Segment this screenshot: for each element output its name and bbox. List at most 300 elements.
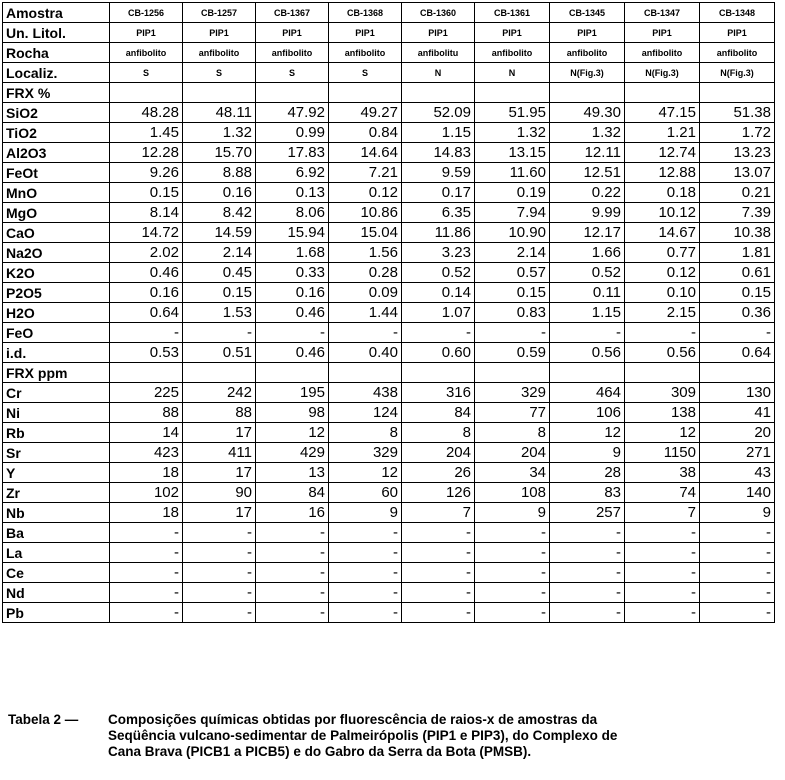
table-cell: - bbox=[110, 323, 183, 343]
table-cell: PIP1 bbox=[256, 23, 329, 43]
table-cell: N bbox=[402, 63, 475, 83]
table-cell: 43 bbox=[700, 463, 775, 483]
table-cell: 38 bbox=[625, 463, 700, 483]
table-cell: anfibolito bbox=[550, 43, 625, 63]
table-cell: 1.72 bbox=[700, 123, 775, 143]
row-label: Pb bbox=[3, 603, 110, 623]
table-cell: N bbox=[475, 63, 550, 83]
table-cell: 2.02 bbox=[110, 243, 183, 263]
table-cell: 0.12 bbox=[625, 263, 700, 283]
section-header-row bbox=[3, 363, 775, 383]
table-cell: 2.14 bbox=[183, 243, 256, 263]
table-cell: 1.56 bbox=[329, 243, 402, 263]
table-cell: 0.99 bbox=[256, 123, 329, 143]
table-cell: - bbox=[475, 523, 550, 543]
table-cell: 10.38 bbox=[700, 223, 775, 243]
table-cell: anfibolitu bbox=[402, 43, 475, 63]
table-cell: - bbox=[256, 563, 329, 583]
table-cell: - bbox=[700, 323, 775, 343]
table-cell: 0.15 bbox=[183, 283, 256, 303]
table-cell: 88 bbox=[183, 403, 256, 423]
table-cell: N(Fig.3) bbox=[625, 63, 700, 83]
table-cell: PIP1 bbox=[700, 23, 775, 43]
caption-line-3: Cana Brava (PICB1 a PICB5) e do Gabro da Serra da Bota (PMSB). bbox=[108, 744, 532, 759]
table-cell: 9 bbox=[475, 503, 550, 523]
table-cell bbox=[700, 363, 775, 383]
table-cell: PIP1 bbox=[402, 23, 475, 43]
table-cell: 14.72 bbox=[110, 223, 183, 243]
table-cell bbox=[625, 363, 700, 383]
table-cell bbox=[475, 363, 550, 383]
caption-label: Tabela 2 bbox=[8, 712, 62, 727]
table-cell: 18 bbox=[110, 503, 183, 523]
table-cell: - bbox=[625, 563, 700, 583]
row-label: Ba bbox=[3, 523, 110, 543]
table-cell bbox=[110, 363, 183, 383]
table-cell: 26 bbox=[402, 463, 475, 483]
caption-line-2: Seqüência vulcano-sedimentar de Palmeirópolis (PIP1 e PIP3), do Complexo de bbox=[108, 728, 618, 743]
table-cell: 0.60 bbox=[402, 343, 475, 363]
table-cell: CB-1368 bbox=[329, 3, 402, 23]
table-cell: 429 bbox=[256, 443, 329, 463]
table-cell: 1.32 bbox=[550, 123, 625, 143]
table-cell: 7 bbox=[402, 503, 475, 523]
table-cell: CB-1348 bbox=[700, 3, 775, 23]
table-cell: 10.90 bbox=[475, 223, 550, 243]
table-cell: 9 bbox=[700, 503, 775, 523]
table-cell: - bbox=[700, 563, 775, 583]
table-cell: 12 bbox=[329, 463, 402, 483]
table-cell: 1.32 bbox=[475, 123, 550, 143]
table-cell: 195 bbox=[256, 383, 329, 403]
row-label: MnO bbox=[3, 183, 110, 203]
table-cell: 126 bbox=[402, 483, 475, 503]
caption-line-1: Composições químicas obtidas por fluorescência de raios-x de amostras da bbox=[108, 712, 598, 727]
table-cell: 0.46 bbox=[110, 263, 183, 283]
table-cell: 28 bbox=[550, 463, 625, 483]
table-cell: 0.19 bbox=[475, 183, 550, 203]
table-cell: anfibolito bbox=[183, 43, 256, 63]
table-cell: 7.21 bbox=[329, 163, 402, 183]
table-cell: 1.07 bbox=[402, 303, 475, 323]
table-cell: S bbox=[110, 63, 183, 83]
table-cell: 41 bbox=[700, 403, 775, 423]
table-cell: 47.15 bbox=[625, 103, 700, 123]
table-cell: - bbox=[329, 583, 402, 603]
row-label: Nb bbox=[3, 503, 110, 523]
row-label: Cr bbox=[3, 383, 110, 403]
table-cell: S bbox=[183, 63, 256, 83]
table-cell: 411 bbox=[183, 443, 256, 463]
table-row bbox=[3, 303, 775, 323]
table-cell: 438 bbox=[329, 383, 402, 403]
table-cell: anfibolito bbox=[110, 43, 183, 63]
table-cell: 74 bbox=[625, 483, 700, 503]
table-cell: - bbox=[550, 523, 625, 543]
table-cell: - bbox=[110, 583, 183, 603]
row-label: CaO bbox=[3, 223, 110, 243]
header-row bbox=[3, 43, 775, 63]
row-label: Un. Litol. bbox=[3, 23, 110, 43]
row-label: SiO2 bbox=[3, 103, 110, 123]
row-label: H2O bbox=[3, 303, 110, 323]
row-label: FeOt bbox=[3, 163, 110, 183]
table-cell: 7.39 bbox=[700, 203, 775, 223]
table-cell: 77 bbox=[475, 403, 550, 423]
table-cell: - bbox=[475, 583, 550, 603]
table-cell: - bbox=[402, 603, 475, 623]
table-cell: 8 bbox=[329, 423, 402, 443]
table-cell: 18 bbox=[110, 463, 183, 483]
table-cell: 0.40 bbox=[329, 343, 402, 363]
table-cell bbox=[183, 83, 256, 103]
table-cell: 1150 bbox=[625, 443, 700, 463]
table-cell: 0.16 bbox=[110, 283, 183, 303]
table-cell: 1.21 bbox=[625, 123, 700, 143]
table-cell: CB-1367 bbox=[256, 3, 329, 23]
table-cell: - bbox=[402, 543, 475, 563]
table-cell: - bbox=[183, 323, 256, 343]
table-cell: 60 bbox=[329, 483, 402, 503]
table-cell: 106 bbox=[550, 403, 625, 423]
table-cell: 12.17 bbox=[550, 223, 625, 243]
table-cell: 0.17 bbox=[402, 183, 475, 203]
row-label: Amostra bbox=[3, 3, 110, 23]
caption-dash: — bbox=[64, 712, 79, 727]
table-cell: - bbox=[700, 603, 775, 623]
table-cell: 13 bbox=[256, 463, 329, 483]
table-row bbox=[3, 423, 775, 443]
header-row bbox=[3, 3, 775, 23]
row-label: FRX % bbox=[3, 83, 110, 103]
table-cell: PIP1 bbox=[329, 23, 402, 43]
table-cell: - bbox=[183, 603, 256, 623]
table-row bbox=[3, 403, 775, 423]
table-cell: 1.81 bbox=[700, 243, 775, 263]
table-cell: 0.16 bbox=[183, 183, 256, 203]
table-cell: CB-1361 bbox=[475, 3, 550, 23]
row-label: i.d. bbox=[3, 343, 110, 363]
table-cell: 7.94 bbox=[475, 203, 550, 223]
row-label: K2O bbox=[3, 263, 110, 283]
table-cell: - bbox=[256, 583, 329, 603]
row-label: Rb bbox=[3, 423, 110, 443]
table-cell: 12.74 bbox=[625, 143, 700, 163]
table-cell: 0.33 bbox=[256, 263, 329, 283]
table-cell: 316 bbox=[402, 383, 475, 403]
table-cell: 7 bbox=[625, 503, 700, 523]
row-label: Y bbox=[3, 463, 110, 483]
table-cell: 83 bbox=[550, 483, 625, 503]
table-cell: 0.28 bbox=[329, 263, 402, 283]
table-row bbox=[3, 463, 775, 483]
table-row bbox=[3, 123, 775, 143]
table-cell: - bbox=[550, 543, 625, 563]
table-cell: 124 bbox=[329, 403, 402, 423]
row-label: Sr bbox=[3, 443, 110, 463]
row-label: Nd bbox=[3, 583, 110, 603]
table-cell: 10.86 bbox=[329, 203, 402, 223]
table-cell: 8.88 bbox=[183, 163, 256, 183]
table-cell: 0.56 bbox=[550, 343, 625, 363]
table-cell: 14.64 bbox=[329, 143, 402, 163]
table-cell: 3.23 bbox=[402, 243, 475, 263]
table-cell: PIP1 bbox=[110, 23, 183, 43]
table-cell: 204 bbox=[402, 443, 475, 463]
table-cell: 0.56 bbox=[625, 343, 700, 363]
table-cell: 0.13 bbox=[256, 183, 329, 203]
table-cell: 0.52 bbox=[550, 263, 625, 283]
table-cell: 49.27 bbox=[329, 103, 402, 123]
table-cell: 0.12 bbox=[329, 183, 402, 203]
table-cell: 9 bbox=[329, 503, 402, 523]
table-cell bbox=[110, 83, 183, 103]
table-cell: 1.44 bbox=[329, 303, 402, 323]
table-cell: 0.77 bbox=[625, 243, 700, 263]
row-label: FRX ppm bbox=[3, 363, 110, 383]
table-row bbox=[3, 503, 775, 523]
table-row bbox=[3, 203, 775, 223]
row-label: Al2O3 bbox=[3, 143, 110, 163]
table-cell: 204 bbox=[475, 443, 550, 463]
table-cell: 0.64 bbox=[110, 303, 183, 323]
table-cell: - bbox=[183, 583, 256, 603]
table-cell: 108 bbox=[475, 483, 550, 503]
table-cell: 0.15 bbox=[700, 283, 775, 303]
table-cell: - bbox=[183, 563, 256, 583]
table-cell bbox=[183, 363, 256, 383]
table-cell bbox=[700, 83, 775, 103]
table-cell: PIP1 bbox=[550, 23, 625, 43]
table-cell: - bbox=[110, 563, 183, 583]
table-cell: 17.83 bbox=[256, 143, 329, 163]
table-cell: 47.92 bbox=[256, 103, 329, 123]
table-cell: PIP1 bbox=[475, 23, 550, 43]
table-cell: - bbox=[110, 543, 183, 563]
table-cell: 8.42 bbox=[183, 203, 256, 223]
table-cell bbox=[550, 363, 625, 383]
table-cell bbox=[256, 83, 329, 103]
table-cell: PIP1 bbox=[625, 23, 700, 43]
row-label: Ce bbox=[3, 563, 110, 583]
row-label: MgO bbox=[3, 203, 110, 223]
table-cell: - bbox=[625, 583, 700, 603]
table-cell: CB-1347 bbox=[625, 3, 700, 23]
table-cell: 51.95 bbox=[475, 103, 550, 123]
table-cell: - bbox=[329, 563, 402, 583]
table-cell: 8 bbox=[475, 423, 550, 443]
table-cell: - bbox=[550, 323, 625, 343]
table-cell bbox=[402, 363, 475, 383]
table-cell bbox=[329, 83, 402, 103]
table-row bbox=[3, 263, 775, 283]
table-cell bbox=[402, 83, 475, 103]
table-row bbox=[3, 103, 775, 123]
table-caption bbox=[8, 712, 778, 760]
table-cell: 0.52 bbox=[402, 263, 475, 283]
table-cell: 0.09 bbox=[329, 283, 402, 303]
table-row bbox=[3, 243, 775, 263]
table-cell: - bbox=[625, 603, 700, 623]
table-cell: anfibolito bbox=[475, 43, 550, 63]
row-label: TiO2 bbox=[3, 123, 110, 143]
table-cell: 13.07 bbox=[700, 163, 775, 183]
table-row bbox=[3, 443, 775, 463]
table-cell: - bbox=[475, 323, 550, 343]
table-cell: 8.14 bbox=[110, 203, 183, 223]
table-cell: - bbox=[700, 523, 775, 543]
table-cell: - bbox=[700, 583, 775, 603]
table-cell: 12.51 bbox=[550, 163, 625, 183]
table-cell: 6.35 bbox=[402, 203, 475, 223]
table-cell: 13.15 bbox=[475, 143, 550, 163]
table-cell: 48.11 bbox=[183, 103, 256, 123]
table-cell: 0.14 bbox=[402, 283, 475, 303]
table-cell: 0.46 bbox=[256, 343, 329, 363]
table-cell bbox=[625, 83, 700, 103]
table-row bbox=[3, 343, 775, 363]
table-cell: - bbox=[256, 523, 329, 543]
table-cell: - bbox=[700, 543, 775, 563]
table-cell: 329 bbox=[475, 383, 550, 403]
table-cell: 0.45 bbox=[183, 263, 256, 283]
table-cell: 423 bbox=[110, 443, 183, 463]
table-cell: - bbox=[550, 583, 625, 603]
table-cell: - bbox=[256, 323, 329, 343]
row-label: P2O5 bbox=[3, 283, 110, 303]
table-cell: 14.59 bbox=[183, 223, 256, 243]
table-cell: 48.28 bbox=[110, 103, 183, 123]
table-cell: 12.11 bbox=[550, 143, 625, 163]
table-cell: - bbox=[110, 603, 183, 623]
table-cell: 14 bbox=[110, 423, 183, 443]
table-cell: 0.22 bbox=[550, 183, 625, 203]
table-cell: 0.10 bbox=[625, 283, 700, 303]
table-cell: - bbox=[475, 563, 550, 583]
table-row bbox=[3, 283, 775, 303]
table-cell: 1.53 bbox=[183, 303, 256, 323]
table-cell: 0.51 bbox=[183, 343, 256, 363]
table-cell: 12 bbox=[625, 423, 700, 443]
table-cell: 10.12 bbox=[625, 203, 700, 223]
table-cell: - bbox=[402, 563, 475, 583]
table-cell: 11.86 bbox=[402, 223, 475, 243]
table-cell: 90 bbox=[183, 483, 256, 503]
table-row bbox=[3, 483, 775, 503]
table-cell: 0.15 bbox=[110, 183, 183, 203]
header-row bbox=[3, 63, 775, 83]
table-cell: anfibolito bbox=[625, 43, 700, 63]
table-cell: 88 bbox=[110, 403, 183, 423]
table-cell: 0.18 bbox=[625, 183, 700, 203]
row-label: Na2O bbox=[3, 243, 110, 263]
table-cell: 309 bbox=[625, 383, 700, 403]
table-cell: 0.64 bbox=[700, 343, 775, 363]
table-cell: 49.30 bbox=[550, 103, 625, 123]
table-cell: 17 bbox=[183, 503, 256, 523]
table-cell: 9 bbox=[550, 443, 625, 463]
table-row bbox=[3, 323, 775, 343]
table-cell: - bbox=[183, 543, 256, 563]
table-cell: S bbox=[329, 63, 402, 83]
table-cell: - bbox=[550, 563, 625, 583]
table-row bbox=[3, 523, 775, 543]
table-cell: - bbox=[329, 603, 402, 623]
table-cell: CB-1256 bbox=[110, 3, 183, 23]
table-cell: - bbox=[475, 603, 550, 623]
table-cell: - bbox=[110, 523, 183, 543]
table-cell: N(Fig.3) bbox=[550, 63, 625, 83]
table-cell: 52.09 bbox=[402, 103, 475, 123]
table-cell: 0.83 bbox=[475, 303, 550, 323]
table-cell: - bbox=[329, 543, 402, 563]
table-cell: 84 bbox=[402, 403, 475, 423]
table-cell: 12.28 bbox=[110, 143, 183, 163]
table-cell: 271 bbox=[700, 443, 775, 463]
table-cell: 0.61 bbox=[700, 263, 775, 283]
table-cell: 130 bbox=[700, 383, 775, 403]
table-cell: 98 bbox=[256, 403, 329, 423]
table-cell: - bbox=[329, 323, 402, 343]
table-cell: CB-1257 bbox=[183, 3, 256, 23]
table-cell: 14.83 bbox=[402, 143, 475, 163]
row-label: Zr bbox=[3, 483, 110, 503]
table-cell: 138 bbox=[625, 403, 700, 423]
table-cell: - bbox=[329, 523, 402, 543]
table-row bbox=[3, 543, 775, 563]
table-cell: 0.21 bbox=[700, 183, 775, 203]
table-cell: 6.92 bbox=[256, 163, 329, 183]
table-cell: 12 bbox=[550, 423, 625, 443]
table-cell: 257 bbox=[550, 503, 625, 523]
table-cell: 17 bbox=[183, 423, 256, 443]
table-cell: PIP1 bbox=[183, 23, 256, 43]
table-cell: - bbox=[475, 543, 550, 563]
table-cell: anfibolito bbox=[329, 43, 402, 63]
table-cell: - bbox=[402, 583, 475, 603]
table-cell: - bbox=[625, 523, 700, 543]
table-row bbox=[3, 563, 775, 583]
table-cell: 15.70 bbox=[183, 143, 256, 163]
table-cell: 16 bbox=[256, 503, 329, 523]
geochem-table bbox=[2, 2, 775, 623]
table-row bbox=[3, 603, 775, 623]
table-cell: 0.11 bbox=[550, 283, 625, 303]
row-label: Ni bbox=[3, 403, 110, 423]
table-cell: 0.36 bbox=[700, 303, 775, 323]
table-cell: 1.32 bbox=[183, 123, 256, 143]
row-label: La bbox=[3, 543, 110, 563]
table-cell: 1.15 bbox=[402, 123, 475, 143]
table-cell bbox=[550, 83, 625, 103]
table-cell: 140 bbox=[700, 483, 775, 503]
table-row bbox=[3, 383, 775, 403]
table-cell: 15.04 bbox=[329, 223, 402, 243]
table-cell: - bbox=[402, 323, 475, 343]
table-cell: 2.14 bbox=[475, 243, 550, 263]
table-row bbox=[3, 223, 775, 243]
table-cell: 13.23 bbox=[700, 143, 775, 163]
table-cell: 0.57 bbox=[475, 263, 550, 283]
table-cell: 1.66 bbox=[550, 243, 625, 263]
table-cell: - bbox=[256, 543, 329, 563]
table-cell: 0.46 bbox=[256, 303, 329, 323]
table-cell: 14.67 bbox=[625, 223, 700, 243]
table-cell: 0.15 bbox=[475, 283, 550, 303]
table-cell: 34 bbox=[475, 463, 550, 483]
table-cell bbox=[256, 363, 329, 383]
table-cell: 9.59 bbox=[402, 163, 475, 183]
